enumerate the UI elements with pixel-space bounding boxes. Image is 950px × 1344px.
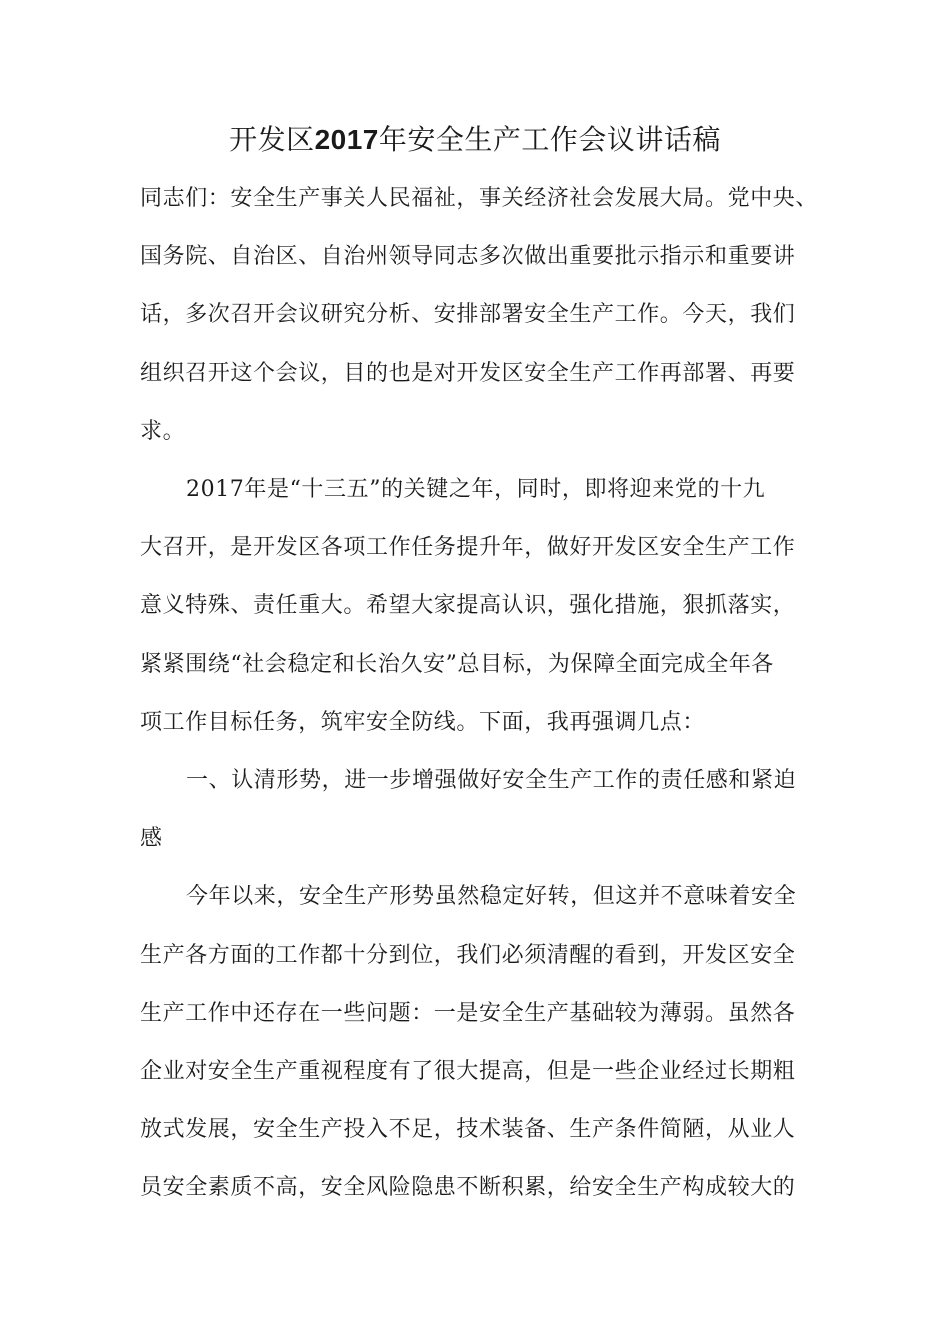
text-line: 感: [140, 826, 163, 852]
text-line: 大召开，是开发区各项工作任务提升年，做好开发区安全生产工作: [140, 535, 796, 561]
text-line: 员安全素质不高，安全风险隐患不断积累，给安全生产构成较大的: [140, 1175, 796, 1201]
document-body: [140, 170, 830, 1218]
text-line: 项工作目标任务，筑牢安全防线。下面，我再强调几点：: [140, 709, 706, 735]
text-line: 生产各方面的工作都十分到位，我们必须清醒的看到，开发区安全: [140, 942, 796, 968]
text-line: 生产工作中还存在一些问题：一是安全生产基础较为薄弱。虽然各: [140, 1000, 796, 1026]
text-line: 2017年是“十三五”的关键之年，同时，即将迎来党的十九: [186, 477, 766, 503]
text-line: 求。: [140, 418, 186, 444]
text-line: 一、认清形势，进一步增强做好安全生产工作的责任感和紧迫: [186, 768, 797, 794]
text-line: 同志们：安全生产事关人民福祉，事关经济社会发展大局。党中央、: [140, 186, 819, 211]
text-line: 国务院、自治区、自治州领导同志多次做出重要批示指示和重要讲: [140, 244, 796, 270]
document-title: 开发区2017年安全生产工作会议讲话稿: [229, 123, 721, 156]
text-line: 放式发展，安全生产投入不足，技术装备、生产条件简陋，从业人: [140, 1117, 796, 1143]
text-line: 紧紧围绕“社会稳定和长治久安”总目标，为保障全面完成全年各: [140, 651, 774, 677]
text-line: 企业对安全生产重视程度有了很大提高，但是一些企业经过长期粗: [140, 1059, 796, 1085]
title-year: 2017: [314, 124, 379, 155]
text-line: 组织召开这个会议，目的也是对开发区安全生产工作再部署、再要: [140, 360, 796, 386]
text-line: 话，多次召开会议研究分析、安排部署安全生产工作。今天，我们: [140, 302, 796, 328]
text-line: 今年以来，安全生产形势虽然稳定好转，但这并不意味着安全: [186, 884, 797, 910]
text-line: 意义特殊、责任重大。希望大家提高认识，强化措施，狠抓落实，: [140, 593, 796, 619]
